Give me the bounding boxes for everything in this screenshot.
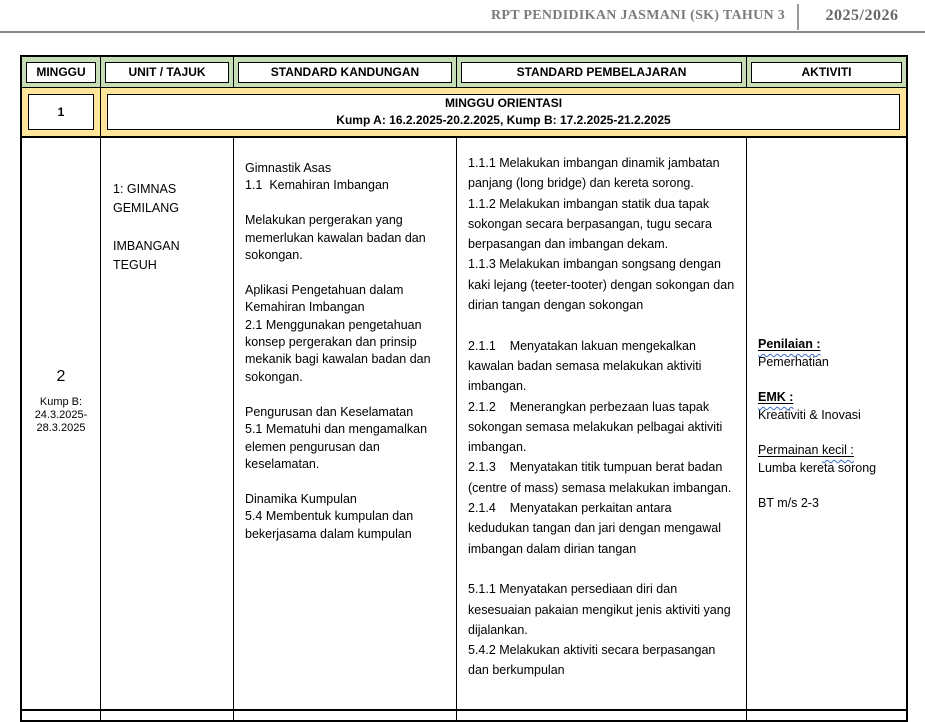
paragraph: 1: GIMNAS <box>113 182 177 196</box>
aktiviti-cell <box>747 138 906 709</box>
week-number-cell <box>22 138 101 709</box>
emk-label: EMK : <box>758 390 794 404</box>
paragraph: Melakukan pergerakan yang memerlukan kawalan badan dan sokongan. <box>245 213 430 263</box>
column-header-label: UNIT / TAJUK <box>105 62 229 83</box>
paragraph: Aplikasi Pengetahuan dalam Kemahiran Imbangan <box>245 282 407 315</box>
paragraph: Gimnastik Asas <box>245 161 332 175</box>
penilaian-value: Pemerhatian <box>758 355 829 369</box>
penilaian-label: Penilaian : <box>758 337 821 351</box>
paragraph <box>113 218 225 237</box>
paragraph: 1.1.2 Melakukan imbangan statik dua tapak sokongan secara berpasangan, tugu secara berpasangan dan imbangan dekam. <box>468 196 716 252</box>
unit-tajuk-cell <box>101 138 234 709</box>
week-dates <box>35 396 88 435</box>
permainan-kecil-value: Lumba kereta sorong <box>758 461 877 475</box>
paragraph <box>245 195 448 212</box>
paragraph: 2.1 Menggunakan pengetahuan konsep pergerakan dan prinsip mekanik bagi kawalan badan dan sokongan. <box>245 317 435 384</box>
paragraph: 2.1.1 Menyatakan lakuan mengekalkan kawalan badan semasa melakukan aktiviti imbangan. <box>468 338 705 394</box>
column-header-label: STANDARD KANDUNGAN <box>238 62 452 83</box>
paragraph: Pengurusan dan Keselamatan <box>245 404 414 419</box>
paragraph: 1.1.1 Melakukan imbangan dinamik jambatan panjang (long bridge) dan kereta sorong. <box>468 156 724 191</box>
paragraph <box>245 473 448 490</box>
orientation-details-cell <box>101 88 906 136</box>
column-header-unit-tajuk <box>101 57 234 87</box>
week-number: 2 <box>56 368 66 385</box>
paragraph <box>245 386 448 403</box>
date-line: 24.3.2025- <box>34 409 88 421</box>
penilaian-group <box>758 335 900 371</box>
date-line: 28.3.2025 <box>36 422 86 434</box>
orientation-title: MINGGU ORIENTASI <box>444 96 563 110</box>
paragraph: GEMILANG <box>113 201 179 215</box>
week-content-row <box>22 138 906 711</box>
table-header-row <box>22 57 906 88</box>
standard-pembelajaran-cell <box>457 138 747 709</box>
paragraph: 2.1.4 Menyatakan perkaitan antara kedudukan tangan dan jari dengan mengawal imbangan dalam dirian tangan <box>468 501 725 556</box>
next-row-sliver <box>22 711 906 720</box>
emk-group <box>758 388 900 424</box>
paragraph: 1.1.3 Melakukan imbangan songsang dengan kaki lejang (teeter-tooter) dengan sokongan dan dirian tangan dengan sokongan <box>468 257 738 313</box>
page-header <box>0 0 925 33</box>
paragraph: 1.1 Kemahiran Imbangan <box>245 178 389 193</box>
column-header-label: MINGGU <box>26 62 96 83</box>
paragraph: 5.4 Membentuk kumpulan dan bekerjasama dalam kumpulan <box>245 509 417 541</box>
orientation-week-row <box>22 88 906 138</box>
bt-reference: BT m/s 2-3 <box>758 496 819 510</box>
orientation-week-number-cell <box>22 88 101 136</box>
rpt-table <box>20 55 908 722</box>
paragraph: 2.1.3 Menyatakan titik tumpuan berat badan (centre of mass) semasa melakukan imbangan. <box>468 460 732 495</box>
paragraph <box>468 315 736 335</box>
document-title: RPT PENDIDIKAN JASMANI (SK) TAHUN 3 <box>490 7 785 23</box>
paragraph: IMBANGAN TEGUH <box>113 239 183 272</box>
paragraph: Dinamika Kumpulan <box>245 491 357 506</box>
permainan-kecil-group <box>758 441 900 477</box>
column-header-label: AKTIVITI <box>751 62 902 83</box>
standard-kandungan-cell <box>234 138 457 709</box>
week-number: 1 <box>28 94 94 130</box>
paragraph <box>245 264 448 281</box>
paragraph: 5.4.2 Melakukan aktiviti secara berpasangan dan berkumpulan <box>468 643 719 678</box>
column-header-minggu <box>22 57 101 87</box>
column-header-standard-pembelajaran <box>457 57 747 87</box>
kump-label: Kump B: <box>39 396 83 408</box>
paragraph: 5.1 Mematuhi dan mengamalkan elemen pengurusan dan keselamatan. <box>245 422 431 471</box>
column-header-standard-kandungan <box>234 57 457 87</box>
column-header-aktiviti <box>747 57 906 87</box>
school-year: 2025/2026 <box>825 6 899 24</box>
paragraph: 5.1.1 Menyatakan persediaan diri dan kesesuaian pakaian mengikut jenis aktiviti yang dijalankan. <box>468 582 735 637</box>
column-header-label: STANDARD PEMBELAJARAN <box>461 62 742 83</box>
orientation-dates: Kump A: 16.2.2025-20.2.2025, Kump B: 17.2.2025-21.2.2025 <box>336 113 671 127</box>
paragraph <box>468 559 736 579</box>
permainan-kecil-label: Permainan kecil : <box>758 443 854 457</box>
paragraph: 2.1.2 Menerangkan perbezaan luas tapak sokongan semasa melakukan pelbagai aktiviti imbangan. <box>468 399 726 455</box>
emk-value: Kreativiti & Inovasi <box>758 408 861 422</box>
